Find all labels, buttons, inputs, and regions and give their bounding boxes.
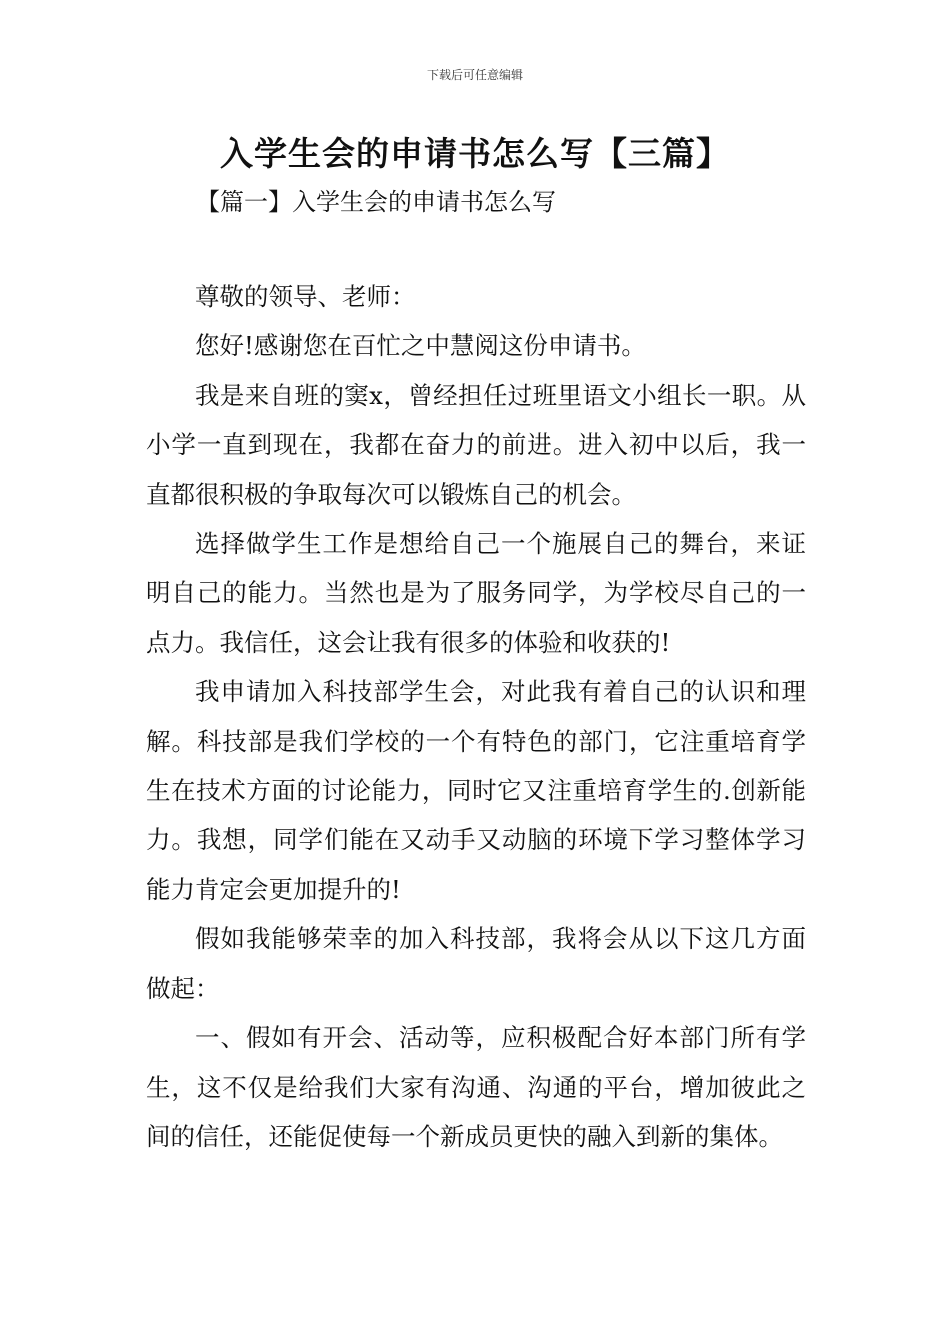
header-note: 下载后可任意编辑 xyxy=(426,68,523,82)
body-paragraph: 我是来自班的窦x，曾经担任过班里语文小组长一职。从小学一直到现在，我都在奋力的前进。进入初中以后，我一直都很积极的争取每次可以锻炼自己的机会。 xyxy=(146,380,806,509)
body-paragraph: 一、假如有开会、活动等，应积极配合好本部门所有学生，这不仅是给我们大家有沟通、沟通的平台，增加彼此之间的信任，还能促使每一个新成员更快的融入到新的集体。 xyxy=(146,1023,806,1151)
document-title: 入学生会的申请书怎么写【三篇】 xyxy=(220,134,730,173)
greeting-paragraph: 您好!感谢您在百忙之中慧阅这份申请书。 xyxy=(195,331,646,361)
salutation: 尊敬的领导、老师： xyxy=(195,282,416,311)
section-heading: 【篇一】入学生会的申请书怎么写 xyxy=(196,188,556,216)
body-paragraph: 我申请加入科技部学生会，对此我有着自己的认识和理解。科技部是我们学校的一个有特色的部门，它注重培育学生在技术方面的讨论能力，同时它又注重培育学生的.创新能力。我想，同学们能在又动手又动脑的环境下学习整体学习能力肯定会更加提升的! xyxy=(146,677,806,904)
body-paragraph: 选择做学生工作是想给自己一个施展自己的舞台，来证明自己的能力。当然也是为了服务同学，为学校尽自己的一点力。我信任，这会让我有很多的体验和收获的! xyxy=(146,529,806,657)
body-paragraph: 假如我能够荣幸的加入科技部，我将会从以下这几方面做起： xyxy=(146,924,806,1003)
document-body xyxy=(146,272,806,1161)
